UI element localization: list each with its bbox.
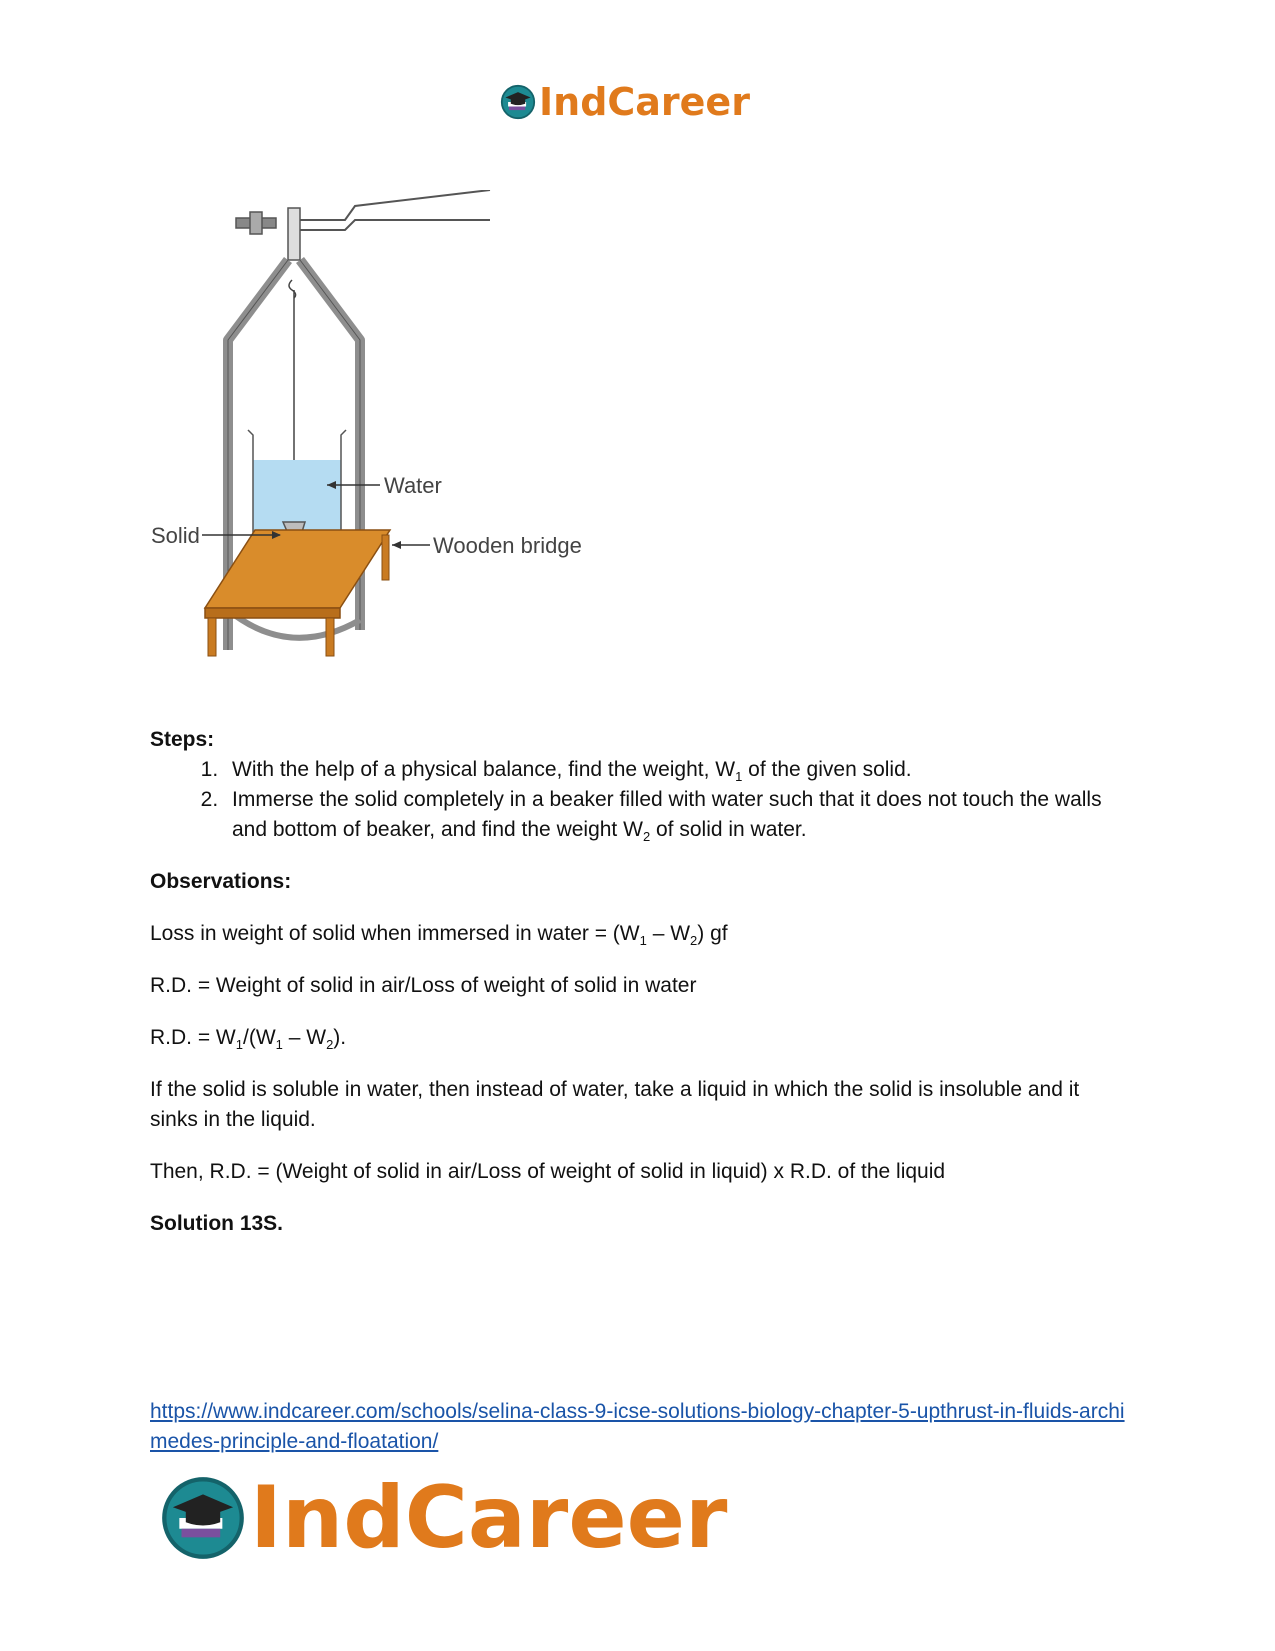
rd-definition: R.D. = Weight of solid in air/Loss of weight of solid in water [150, 974, 697, 997]
label-water: Water [384, 473, 442, 498]
solution-heading: Solution 13S. [150, 1212, 284, 1235]
source-link[interactable]: https://www.indcareer.com/schools/selina-class-9-icse-solutions-biology-chapter-5-upthrust-in-fluids-archimedes-principle-and-floatation/ [150, 1400, 1125, 1453]
loss-in-weight: Loss in weight of solid when immersed in water = $(W_1 - W_2)$ gf [150, 922, 728, 949]
steps-list [150, 755, 1130, 845]
list-item: 2. Immerse the solid completely in a beaker filled with water such that it does not touch the walls and bottom of beaker, and find the weight $W_2$ of solid in water. [224, 785, 1130, 845]
rd-formula: R.D. = $W_1/(W_1 - W_2)$. [150, 1026, 347, 1053]
graduation-globe-icon [500, 84, 536, 120]
logo-text: IndCareer [539, 80, 750, 124]
logo-text: IndCareer [250, 1468, 728, 1568]
header-logo[interactable] [500, 80, 750, 124]
soluble-note: If the solid is soluble in water, then instead of water, take a liquid in which the solid is insoluble and it sinks in the liquid. [150, 1078, 1080, 1131]
observations-heading: Observations: [150, 870, 292, 893]
liquid-rd-formula: Then, R.D. = (Weight of solid in air/Loss of weight of solid in liquid) x R.D. of the liquid [150, 1160, 946, 1183]
steps-heading: Steps: [150, 728, 215, 751]
experiment-diagram [150, 190, 620, 675]
list-item: 1. With the help of a physical balance, find the weight, $W_1$ of the given solid. [224, 755, 1130, 785]
graduation-globe-icon [160, 1475, 246, 1561]
label-solid: Solid [151, 523, 200, 548]
label-wooden-bridge: Wooden bridge [433, 533, 582, 558]
document-body [150, 725, 1130, 1239]
footer-logo[interactable] [160, 1470, 727, 1566]
